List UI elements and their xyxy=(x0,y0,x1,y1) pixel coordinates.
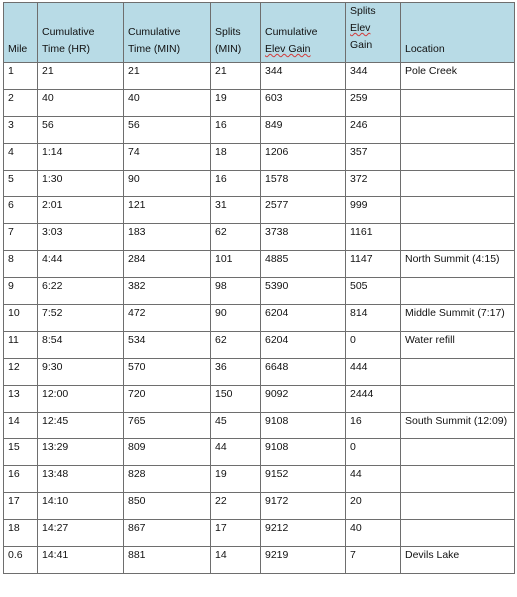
table-row xyxy=(4,170,515,197)
cell-splits-elev-gain: 344 xyxy=(346,63,401,90)
cell-mile: 6 xyxy=(4,197,38,224)
table-row xyxy=(4,143,515,170)
cell-splits-elev-gain: 372 xyxy=(346,170,401,197)
cell-splits-min: 101 xyxy=(211,251,261,278)
cell-location xyxy=(401,116,515,143)
cell-mile: 13 xyxy=(4,385,38,412)
header-line: Cumulative xyxy=(42,26,95,38)
cell-splits-min: 21 xyxy=(211,63,261,90)
cell-cumulative-elev-gain: 9108 xyxy=(261,412,346,439)
cell-cumulative-elev-gain: 9219 xyxy=(261,547,346,574)
cell-location xyxy=(401,170,515,197)
cell-splits-min: 19 xyxy=(211,466,261,493)
cell-location xyxy=(401,224,515,251)
cell-cumulative-time-min: 183 xyxy=(124,224,211,251)
cell-location xyxy=(401,143,515,170)
cell-cumulative-time-hr: 13:48 xyxy=(38,466,124,493)
cell-splits-min: 62 xyxy=(211,224,261,251)
cell-cumulative-time-min: 21 xyxy=(124,63,211,90)
header-location xyxy=(401,3,515,63)
cell-cumulative-time-hr: 8:54 xyxy=(38,331,124,358)
table-row xyxy=(4,116,515,143)
cell-cumulative-time-min: 74 xyxy=(124,143,211,170)
cell-cumulative-time-min: 720 xyxy=(124,385,211,412)
cell-location: Devils Lake xyxy=(401,547,515,574)
table-row xyxy=(4,547,515,574)
cell-splits-elev-gain: 814 xyxy=(346,305,401,332)
header-line: Time (HR) xyxy=(42,43,91,55)
cell-cumulative-elev-gain: 3738 xyxy=(261,224,346,251)
header-row xyxy=(4,3,515,63)
cell-cumulative-elev-gain: 9172 xyxy=(261,493,346,520)
cell-splits-min: 19 xyxy=(211,89,261,116)
cell-splits-min: 90 xyxy=(211,305,261,332)
table-row xyxy=(4,493,515,520)
header-mile-label: Mile xyxy=(8,43,28,55)
cell-mile: 1 xyxy=(4,63,38,90)
table-row xyxy=(4,63,515,90)
cell-splits-min: 22 xyxy=(211,493,261,520)
cell-splits-min: 150 xyxy=(211,385,261,412)
cell-location xyxy=(401,278,515,305)
cell-cumulative-elev-gain: 603 xyxy=(261,89,346,116)
cell-cumulative-time-hr: 12:00 xyxy=(38,385,124,412)
cell-splits-min: 44 xyxy=(211,439,261,466)
cell-cumulative-elev-gain: 6204 xyxy=(261,305,346,332)
table-row xyxy=(4,331,515,358)
cell-mile: 15 xyxy=(4,439,38,466)
cell-cumulative-time-min: 40 xyxy=(124,89,211,116)
table-row xyxy=(4,439,515,466)
header-cumulative-elev-gain xyxy=(261,3,346,63)
cell-mile: 9 xyxy=(4,278,38,305)
header-line: Gain xyxy=(350,39,373,51)
cell-cumulative-time-min: 382 xyxy=(124,278,211,305)
header-line: Elev xyxy=(350,22,371,34)
cell-mile: 17 xyxy=(4,493,38,520)
cell-cumulative-elev-gain: 9092 xyxy=(261,385,346,412)
cell-location: Middle Summit (7:17) xyxy=(401,305,515,332)
cell-splits-elev-gain: 40 xyxy=(346,520,401,547)
cell-splits-elev-gain: 7 xyxy=(346,547,401,574)
cell-cumulative-elev-gain: 9212 xyxy=(261,520,346,547)
cell-mile: 7 xyxy=(4,224,38,251)
cell-cumulative-time-hr: 14:10 xyxy=(38,493,124,520)
cell-cumulative-time-hr: 4:44 xyxy=(38,251,124,278)
cell-mile: 14 xyxy=(4,412,38,439)
header-line: Elev Gain xyxy=(265,43,311,55)
table-header xyxy=(4,3,515,63)
cell-cumulative-time-min: 867 xyxy=(124,520,211,547)
cell-cumulative-elev-gain: 9152 xyxy=(261,466,346,493)
hike-splits-table xyxy=(3,2,515,574)
header-line: (MIN) xyxy=(215,43,242,55)
table-row xyxy=(4,385,515,412)
cell-cumulative-time-hr: 14:41 xyxy=(38,547,124,574)
cell-cumulative-elev-gain: 1206 xyxy=(261,143,346,170)
table-row xyxy=(4,412,515,439)
cell-splits-elev-gain: 44 xyxy=(346,466,401,493)
cell-location xyxy=(401,520,515,547)
cell-cumulative-elev-gain: 9108 xyxy=(261,439,346,466)
header-splits-elev-gain xyxy=(346,3,401,63)
table-row xyxy=(4,520,515,547)
cell-cumulative-time-hr: 40 xyxy=(38,89,124,116)
cell-cumulative-time-min: 765 xyxy=(124,412,211,439)
cell-location xyxy=(401,466,515,493)
cell-splits-min: 98 xyxy=(211,278,261,305)
cell-cumulative-elev-gain: 2577 xyxy=(261,197,346,224)
cell-splits-elev-gain: 0 xyxy=(346,439,401,466)
table-row xyxy=(4,224,515,251)
cell-cumulative-time-hr: 6:22 xyxy=(38,278,124,305)
cell-cumulative-time-min: 121 xyxy=(124,197,211,224)
cell-cumulative-time-min: 284 xyxy=(124,251,211,278)
cell-mile: 12 xyxy=(4,358,38,385)
table-row xyxy=(4,358,515,385)
cell-mile: 5 xyxy=(4,170,38,197)
cell-mile: 4 xyxy=(4,143,38,170)
cell-location: Pole Creek xyxy=(401,63,515,90)
cell-cumulative-time-min: 534 xyxy=(124,331,211,358)
cell-cumulative-time-hr: 3:03 xyxy=(38,224,124,251)
cell-cumulative-time-min: 472 xyxy=(124,305,211,332)
cell-splits-min: 18 xyxy=(211,143,261,170)
cell-splits-elev-gain: 357 xyxy=(346,143,401,170)
cell-splits-elev-gain: 0 xyxy=(346,331,401,358)
cell-mile: 18 xyxy=(4,520,38,547)
cell-mile: 11 xyxy=(4,331,38,358)
cell-splits-elev-gain: 20 xyxy=(346,493,401,520)
cell-cumulative-time-hr: 56 xyxy=(38,116,124,143)
cell-cumulative-time-min: 828 xyxy=(124,466,211,493)
cell-splits-elev-gain: 1161 xyxy=(346,224,401,251)
table-row xyxy=(4,305,515,332)
cell-splits-min: 16 xyxy=(211,170,261,197)
table-row xyxy=(4,89,515,116)
cell-cumulative-time-hr: 13:29 xyxy=(38,439,124,466)
cell-cumulative-time-hr: 1:30 xyxy=(38,170,124,197)
cell-location xyxy=(401,493,515,520)
cell-splits-elev-gain: 16 xyxy=(346,412,401,439)
cell-splits-min: 17 xyxy=(211,520,261,547)
cell-mile: 16 xyxy=(4,466,38,493)
cell-location xyxy=(401,385,515,412)
header-location-label: Location xyxy=(405,43,445,55)
header-cumulative-time-hr xyxy=(38,3,124,63)
cell-splits-elev-gain: 505 xyxy=(346,278,401,305)
header-line: Splits xyxy=(215,26,241,38)
cell-cumulative-elev-gain: 1578 xyxy=(261,170,346,197)
cell-location: Water refill xyxy=(401,331,515,358)
cell-splits-min: 31 xyxy=(211,197,261,224)
cell-cumulative-time-hr: 12:45 xyxy=(38,412,124,439)
header-line: Splits xyxy=(350,5,376,17)
cell-splits-elev-gain: 259 xyxy=(346,89,401,116)
header-line: Cumulative xyxy=(265,26,318,38)
cell-cumulative-time-min: 850 xyxy=(124,493,211,520)
cell-cumulative-elev-gain: 344 xyxy=(261,63,346,90)
header-line: Cumulative xyxy=(128,26,181,38)
cell-location xyxy=(401,358,515,385)
cell-cumulative-time-min: 56 xyxy=(124,116,211,143)
cell-cumulative-time-min: 570 xyxy=(124,358,211,385)
cell-cumulative-time-hr: 2:01 xyxy=(38,197,124,224)
cell-location xyxy=(401,89,515,116)
header-splits-min xyxy=(211,3,261,63)
cell-splits-min: 62 xyxy=(211,331,261,358)
table-row xyxy=(4,197,515,224)
header-line: Time (MIN) xyxy=(128,43,181,55)
cell-cumulative-time-min: 881 xyxy=(124,547,211,574)
cell-mile: 10 xyxy=(4,305,38,332)
cell-mile: 2 xyxy=(4,89,38,116)
table-row xyxy=(4,251,515,278)
cell-location: North Summit (4:15) xyxy=(401,251,515,278)
header-mile xyxy=(4,3,38,63)
cell-cumulative-time-hr: 9:30 xyxy=(38,358,124,385)
cell-cumulative-time-hr: 14:27 xyxy=(38,520,124,547)
cell-cumulative-elev-gain: 4885 xyxy=(261,251,346,278)
header-cumulative-time-min xyxy=(124,3,211,63)
cell-cumulative-time-hr: 1:14 xyxy=(38,143,124,170)
cell-cumulative-time-hr: 21 xyxy=(38,63,124,90)
cell-mile: 8 xyxy=(4,251,38,278)
cell-location xyxy=(401,439,515,466)
cell-splits-min: 16 xyxy=(211,116,261,143)
cell-splits-min: 45 xyxy=(211,412,261,439)
cell-cumulative-time-min: 809 xyxy=(124,439,211,466)
cell-splits-elev-gain: 2444 xyxy=(346,385,401,412)
cell-splits-elev-gain: 1147 xyxy=(346,251,401,278)
cell-splits-elev-gain: 999 xyxy=(346,197,401,224)
cell-cumulative-time-min: 90 xyxy=(124,170,211,197)
cell-mile: 0.6 xyxy=(4,547,38,574)
table-row xyxy=(4,466,515,493)
cell-splits-min: 36 xyxy=(211,358,261,385)
cell-cumulative-elev-gain: 849 xyxy=(261,116,346,143)
cell-mile: 3 xyxy=(4,116,38,143)
cell-splits-elev-gain: 246 xyxy=(346,116,401,143)
cell-cumulative-time-hr: 7:52 xyxy=(38,305,124,332)
cell-location xyxy=(401,197,515,224)
cell-splits-min: 14 xyxy=(211,547,261,574)
cell-splits-elev-gain: 444 xyxy=(346,358,401,385)
cell-cumulative-elev-gain: 5390 xyxy=(261,278,346,305)
cell-cumulative-elev-gain: 6204 xyxy=(261,331,346,358)
table-row xyxy=(4,278,515,305)
cell-location: South Summit (12:09) xyxy=(401,412,515,439)
table-body xyxy=(4,63,515,574)
cell-cumulative-elev-gain: 6648 xyxy=(261,358,346,385)
